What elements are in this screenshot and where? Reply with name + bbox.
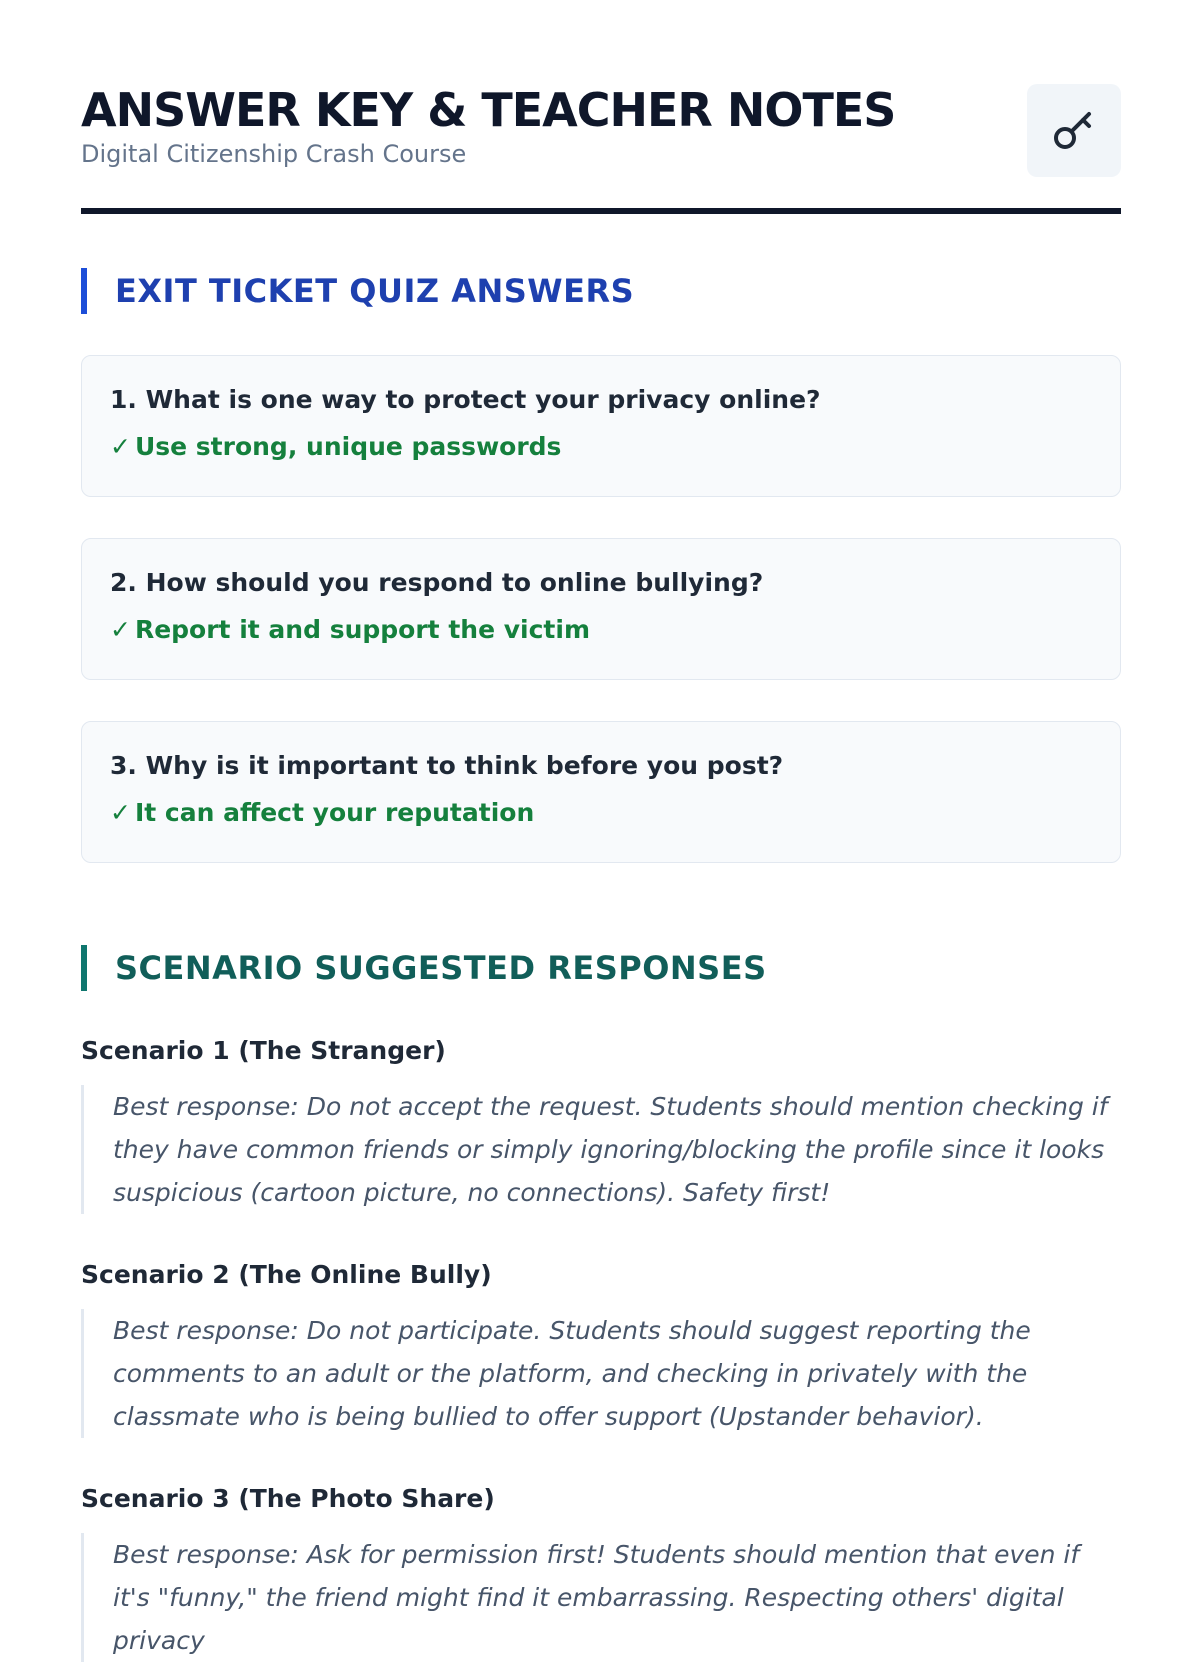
key-badge — [1027, 84, 1121, 177]
page-subtitle: Digital Citizenship Crash Course — [81, 140, 467, 168]
quiz-question: 3. Why is it important to think before you post? — [110, 751, 784, 780]
answer-key-page — [81, 0, 1121, 1655]
quiz-answer-text: Report it and support the victim — [134, 615, 590, 644]
key-icon — [1049, 106, 1099, 156]
scenario-title: Scenario 2 (The Online Bully) — [81, 1260, 492, 1289]
scenario-title: Scenario 3 (The Photo Share) — [81, 1484, 495, 1513]
check-icon: ✓ — [110, 798, 131, 827]
scenario-response: Best response: Do not participate. Students should suggest reporting the comments to an adult or the platform, and checking in privately with the classmate who is being bullied to offer support (Upstander behavior). — [81, 1309, 1121, 1438]
quiz-section-title: EXIT TICKET QUIZ ANSWERS — [115, 272, 635, 310]
scenario-section-title: SCENARIO SUGGESTED RESPONSES — [115, 949, 767, 987]
quiz-question: 1. What is one way to protect your privacy online? — [110, 385, 821, 414]
scenario-section-header — [81, 945, 767, 991]
page-title: ANSWER KEY & TEACHER NOTES — [81, 83, 896, 137]
quiz-card — [81, 355, 1121, 497]
scenario-response: Best response: Ask for permission first! Students should mention that even if it's "funny," the friend might find it embarrassing. Respecting others' digital privacy — [81, 1533, 1121, 1662]
quiz-card — [81, 721, 1121, 863]
quiz-answer — [110, 612, 1092, 648]
quiz-answer — [110, 429, 1092, 465]
quiz-answer-text: Use strong, unique passwords — [134, 432, 562, 461]
scenario-title: Scenario 1 (The Stranger) — [81, 1036, 446, 1065]
check-icon: ✓ — [110, 615, 131, 644]
check-icon: ✓ — [110, 432, 131, 461]
quiz-section-header — [81, 268, 634, 314]
page-header — [81, 0, 1121, 214]
quiz-answer-text: It can affect your reputation — [134, 798, 535, 827]
scenario-response: Best response: Do not accept the request. Students should mention checking if they have common friends or simply ignoring/blocking the profile since it looks suspicious (cartoon picture, no connections). Safety first! — [81, 1085, 1121, 1214]
section-accent-bar — [81, 268, 87, 314]
quiz-card — [81, 538, 1121, 680]
quiz-answer — [110, 795, 1092, 831]
section-accent-bar — [81, 945, 87, 991]
quiz-question: 2. How should you respond to online bullying? — [110, 568, 764, 597]
